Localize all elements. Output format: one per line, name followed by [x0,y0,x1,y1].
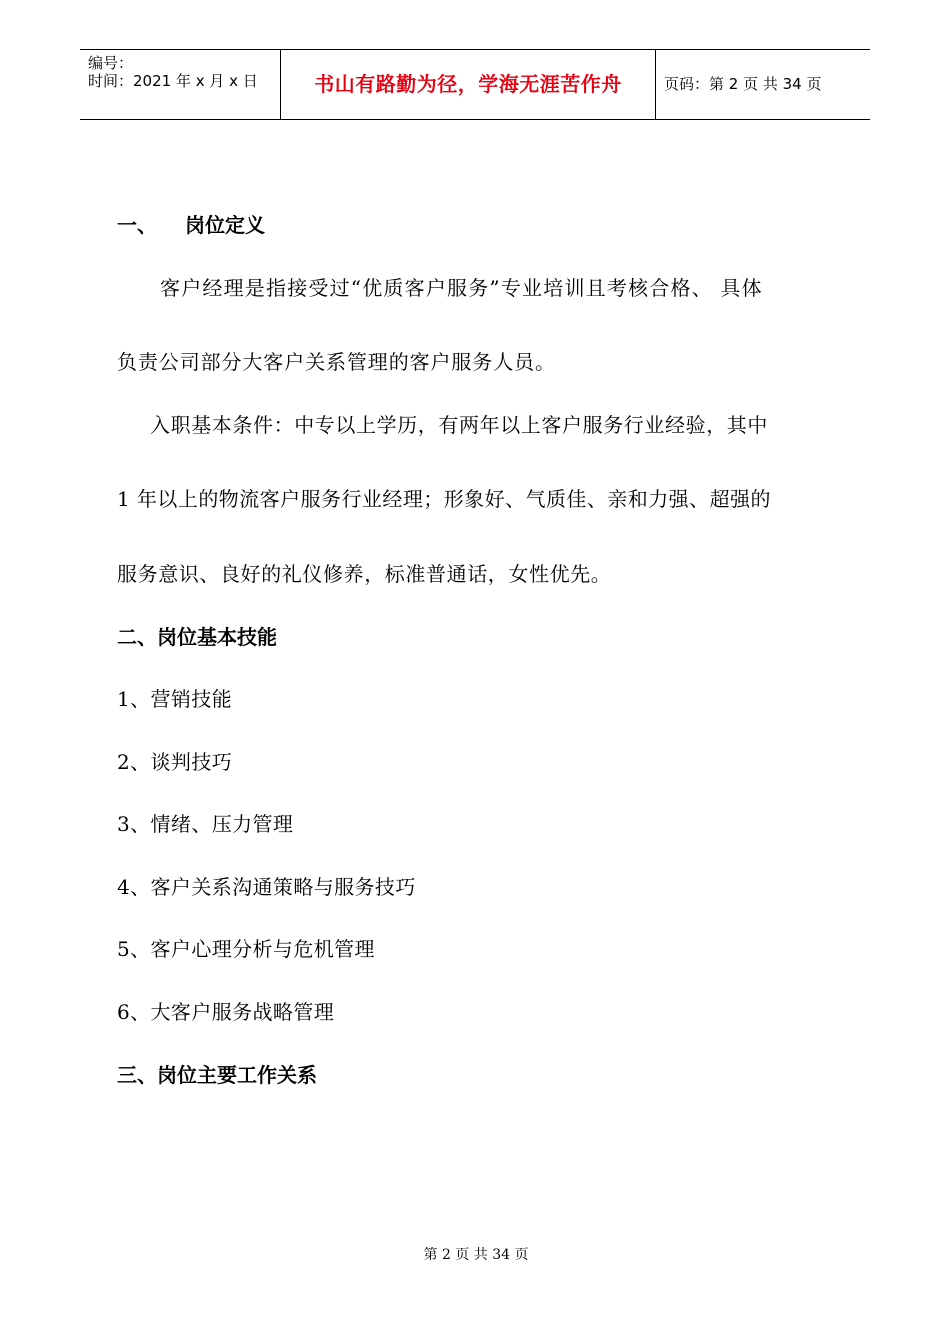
section-heading-3: 三、岗位主要工作关系 [117,1063,317,1087]
footer-page-number: 第 2 页 共 34 页 [423,1247,529,1263]
paragraph-line: 负责公司部分大客户关系管理的客户服务人员。 [117,350,556,374]
list-item: 1、营销技能 [117,687,233,711]
page-footer [0,1246,950,1264]
list-item: 5、客户心理分析与危机管理 [117,937,375,961]
section-title: 岗位定义 [185,213,265,237]
list-item: 6、大客户服务战略管理 [117,1000,335,1024]
paragraph-line: 1 年以上的物流客户服务行业经理；形象好、气质佳、亲和力强、超强的 [117,487,771,511]
header-page-info: 页码：第 2 页 共 34 页 [664,75,822,93]
header-table [80,49,870,120]
section-heading-2: 二、岗位基本技能 [117,625,277,649]
list-item: 2、谈判技巧 [117,750,233,774]
section-heading-1 [117,211,265,239]
header-motto: 书山有路勤为径，学海无涯苦作舟 [314,72,622,96]
list-item: 4、客户关系沟通策略与服务技巧 [117,875,416,899]
document-time-label: 时间：2021 年 x 月 x 日 [88,72,258,90]
document-number-label: 编号： [88,54,134,72]
header-divider [655,50,656,119]
paragraph-line: 客户经理是指接受过“优质客户服务”专业培训且考核合格、 具体 [160,276,763,300]
section-number: 一、 [117,213,157,237]
list-item: 3、情绪、压力管理 [117,812,294,836]
paragraph-line: 服务意识、良好的礼仪修养，标准普通话，女性优先。 [117,562,612,586]
paragraph-line: 入职基本条件：中专以上学历，有两年以上客户服务行业经验，其中 [150,413,768,437]
